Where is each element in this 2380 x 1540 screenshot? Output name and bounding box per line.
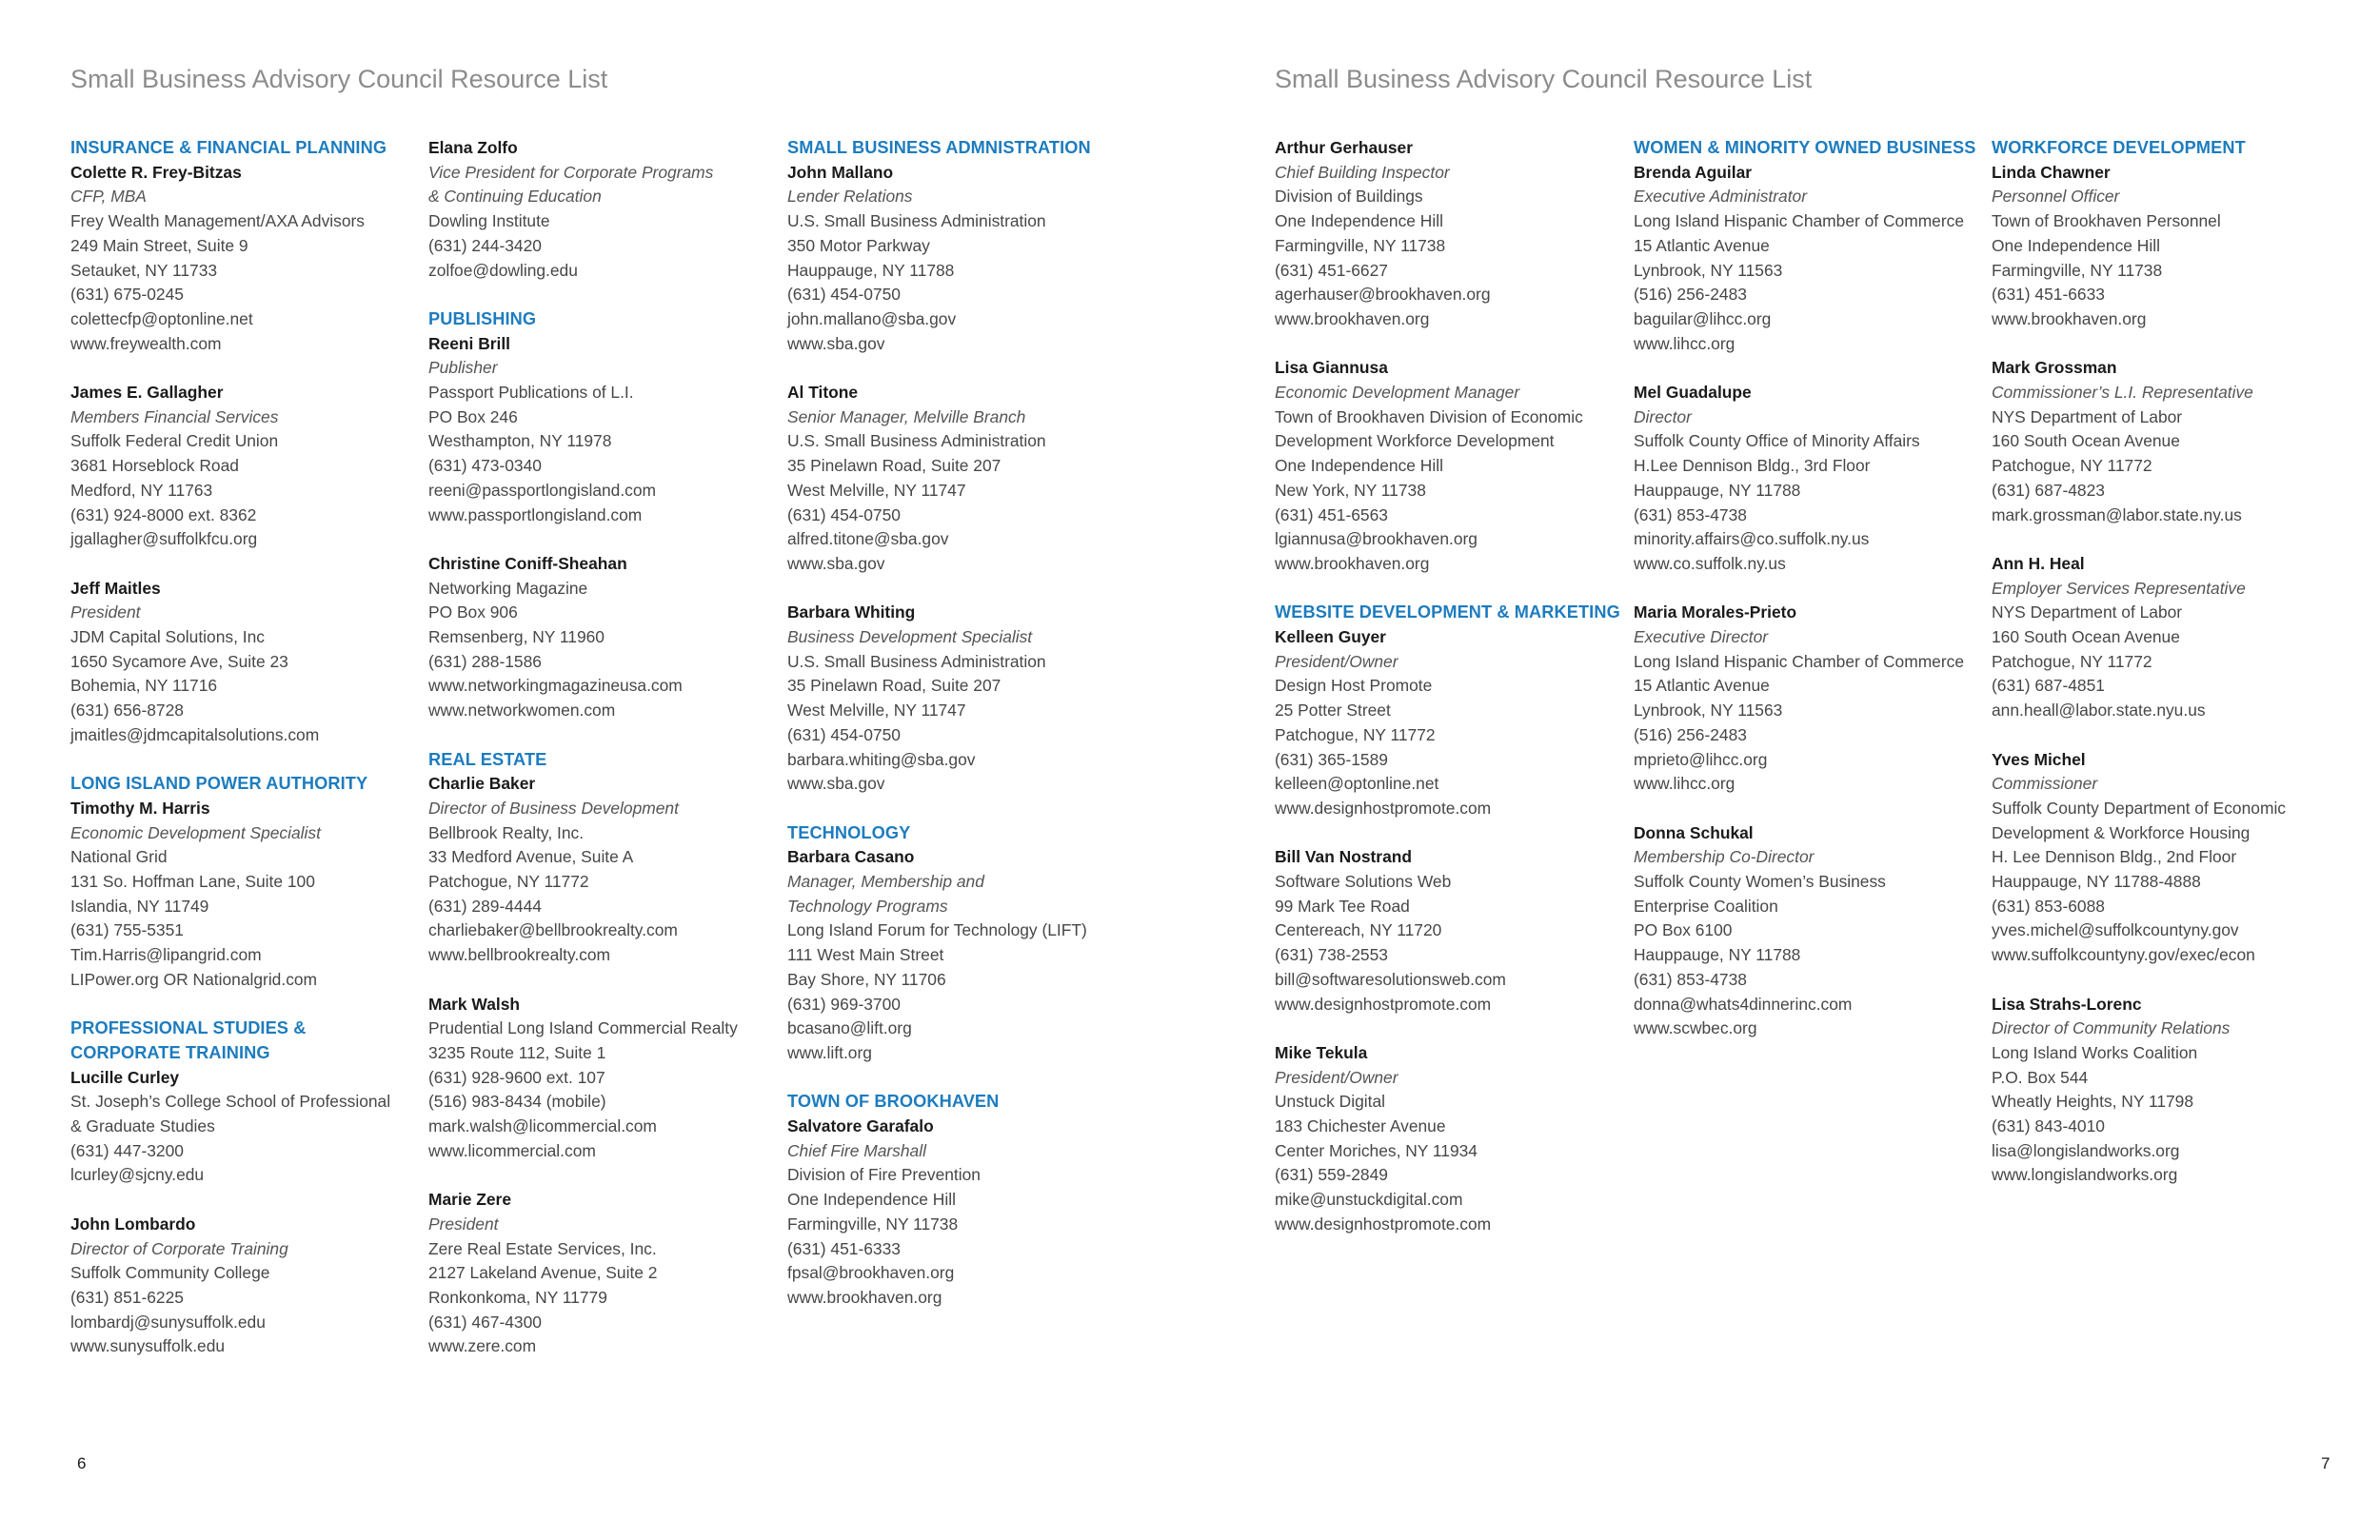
contact-detail: Unstuck Digital bbox=[1275, 1092, 1385, 1112]
contact-title: Executive Administrator bbox=[1634, 187, 1808, 207]
contact-detail: 3681 Horseblock Road bbox=[70, 456, 239, 476]
contact-detail: 111 West Main Street bbox=[787, 945, 944, 965]
contact-detail: (631) 451-6333 bbox=[787, 1238, 901, 1258]
contact-detail: www.sunysuffolk.edu bbox=[70, 1336, 226, 1356]
contact-entry bbox=[1275, 845, 1627, 1017]
contact-detail: 2127 Lakeland Avenue, Suite 2 bbox=[428, 1263, 658, 1283]
contact-detail: Patchogue, NY 11772 bbox=[1275, 724, 1436, 744]
contact-title: Lender Relations bbox=[787, 187, 913, 207]
contact-detail: National Grid bbox=[70, 847, 168, 867]
contact-entry bbox=[428, 136, 781, 283]
left-page-title: Small Business Advisory Council Resource List bbox=[70, 65, 608, 93]
contact-name: Barbara Whiting bbox=[787, 602, 916, 622]
contact-name: Bill Van Nostrand bbox=[1275, 847, 1412, 867]
contact-title: Technology Programs bbox=[787, 896, 948, 916]
contact-detail: www.scwbec.org bbox=[1634, 1018, 1757, 1038]
contact-detail: (631) 853-4738 bbox=[1634, 969, 1747, 989]
contact-name: Donna Schukal bbox=[1634, 822, 1754, 842]
contact-name: Marie Zere bbox=[428, 1190, 511, 1210]
contact-name: Timothy M. Harris bbox=[70, 798, 210, 818]
contact-detail: 99 Mark Tee Road bbox=[1275, 896, 1410, 916]
contact-detail: PO Box 6100 bbox=[1634, 920, 1733, 940]
contact-detail: U.S. Small Business Administration bbox=[787, 431, 1046, 451]
contact-name: Barbara Casano bbox=[787, 847, 915, 867]
contact-entry bbox=[1634, 601, 1986, 797]
contact-detail: (631) 447-3200 bbox=[70, 1140, 184, 1160]
contact-name: Lisa Strahs-Lorenc bbox=[1992, 994, 2142, 1014]
contact-entry bbox=[1275, 356, 1627, 576]
contact-detail: kelleen@optonline.net bbox=[1275, 774, 1439, 794]
contact-detail: NYS Department of Labor bbox=[1992, 406, 2183, 426]
contact-name: Christine Coniff-Sheahan bbox=[428, 553, 627, 573]
contact-title: Manager, Membership and bbox=[787, 872, 984, 892]
contact-detail: One Independence Hill bbox=[1992, 235, 2160, 255]
contact-entry bbox=[70, 381, 423, 552]
contact-detail: lgiannusa@brookhaven.org bbox=[1275, 529, 1478, 549]
contact-entry bbox=[428, 1188, 781, 1359]
contact-detail: www.designhostpromote.com bbox=[1275, 994, 1492, 1014]
contact-detail: (631) 924-8000 ext. 8362 bbox=[70, 504, 257, 524]
contact-entry bbox=[787, 601, 1140, 797]
contact-detail: (631) 289-4444 bbox=[428, 896, 542, 916]
contact-detail: www.licommercial.com bbox=[428, 1140, 596, 1160]
contact-title: Business Development Specialist bbox=[787, 627, 1033, 647]
contact-detail: ann.heall@labor.state.nyu.us bbox=[1992, 701, 2206, 721]
contact-detail: mark.walsh@licommercial.com bbox=[428, 1116, 657, 1136]
contact-detail: (631) 851-6225 bbox=[70, 1287, 184, 1307]
contact-detail: (631) 843-4010 bbox=[1992, 1116, 2105, 1136]
contact-detail: Tim.Harris@lipangrid.com bbox=[70, 945, 262, 965]
contact-detail: (631) 454-0750 bbox=[787, 285, 901, 305]
contact-detail: lcurley@sjcny.edu bbox=[70, 1165, 205, 1185]
contact-title: President/Owner bbox=[1275, 1067, 1398, 1087]
section-heading: LONG ISLAND POWER AUTHORITY bbox=[70, 774, 368, 794]
contact-entry bbox=[1992, 748, 2344, 968]
contact-title: Commissioner bbox=[1992, 774, 2098, 794]
contact-entry bbox=[428, 552, 781, 723]
contact-entry bbox=[1992, 993, 2344, 1189]
contact-detail: 25 Potter Street bbox=[1275, 701, 1391, 721]
contact-title: Commissioner’s L.I. Representative bbox=[1992, 383, 2253, 403]
contact-detail: Design Host Promote bbox=[1275, 676, 1433, 696]
right-page-column-3 bbox=[1992, 136, 2344, 1213]
contact-detail: Frey Wealth Management/AXA Advisors bbox=[70, 211, 365, 231]
contact-detail: Long Island Works Coalition bbox=[1992, 1042, 2198, 1062]
contact-title: Personnel Officer bbox=[1992, 187, 2120, 207]
contact-detail: 15 Atlantic Avenue bbox=[1634, 235, 1770, 255]
contact-detail: (631) 559-2849 bbox=[1275, 1165, 1388, 1185]
contact-name: Brenda Aguilar bbox=[1634, 162, 1753, 182]
contact-detail: www.sba.gov bbox=[787, 553, 885, 573]
contact-detail: www.networkingmagazineusa.com bbox=[428, 676, 683, 696]
contact-detail: (631) 687-4823 bbox=[1992, 480, 2105, 500]
contact-detail: Zere Real Estate Services, Inc. bbox=[428, 1238, 657, 1258]
contact-detail: 160 South Ocean Avenue bbox=[1992, 627, 2180, 647]
contact-detail: www.bellbrookrealty.com bbox=[428, 945, 611, 965]
contact-detail: www.lihcc.org bbox=[1634, 774, 1735, 794]
contact-detail: www.suffolkcountyny.gov/exec/econ bbox=[1992, 945, 2255, 965]
contact-title: Director of Business Development bbox=[428, 798, 679, 818]
contact-detail: Suffolk Federal Credit Union bbox=[70, 431, 279, 451]
contact-title: Publisher bbox=[428, 358, 498, 378]
contact-entry bbox=[428, 332, 781, 528]
contact-detail: 35 Pinelawn Road, Suite 207 bbox=[787, 456, 1002, 476]
contact-entry bbox=[1275, 625, 1627, 821]
contact-detail: Town of Brookhaven Personnel bbox=[1992, 211, 2221, 231]
contact-detail: mprieto@lihcc.org bbox=[1634, 749, 1768, 769]
section-heading: WORKFORCE DEVELOPMENT bbox=[1992, 138, 2246, 157]
contact-detail: Hauppauge, NY 11788 bbox=[1634, 480, 1801, 500]
contact-name: Mark Walsh bbox=[428, 994, 520, 1014]
contact-detail: Suffolk County Women’s Business bbox=[1634, 872, 1886, 892]
contact-detail: www.brookhaven.org bbox=[1275, 553, 1430, 573]
contact-detail: www.brookhaven.org bbox=[1275, 308, 1430, 328]
contact-detail: 350 Motor Parkway bbox=[787, 235, 930, 255]
contact-detail: Prudential Long Island Commercial Realty bbox=[428, 1018, 738, 1038]
contact-entry bbox=[70, 161, 423, 357]
contact-detail: jgallagher@suffolkfcu.org bbox=[70, 529, 258, 549]
contact-name: Mike Tekula bbox=[1275, 1042, 1368, 1062]
contact-detail: fpsal@brookhaven.org bbox=[787, 1263, 955, 1283]
contact-detail: (631) 853-4738 bbox=[1634, 504, 1747, 524]
contact-detail: www.freywealth.com bbox=[70, 333, 222, 353]
contact-detail: Suffolk County Department of Economic bbox=[1992, 798, 2286, 818]
contact-name: Lucille Curley bbox=[70, 1067, 180, 1087]
contact-detail: minority.affairs@co.suffolk.ny.us bbox=[1634, 529, 1870, 549]
contact-detail: Town of Brookhaven Division of Economic bbox=[1275, 406, 1583, 426]
left-page-column-1 bbox=[70, 136, 423, 1384]
contact-detail: baguilar@lihcc.org bbox=[1634, 308, 1772, 328]
contact-entry bbox=[70, 577, 423, 748]
contact-detail: Development & Workforce Housing bbox=[1992, 822, 2251, 842]
contact-detail: Bay Shore, NY 11706 bbox=[787, 969, 946, 989]
contact-detail: LIPower.org OR Nationalgrid.com bbox=[70, 969, 318, 989]
section-heading: TECHNOLOGY bbox=[787, 822, 911, 842]
contact-detail: Enterprise Coalition bbox=[1634, 896, 1778, 916]
contact-name: Ann H. Heal bbox=[1992, 553, 2085, 573]
contact-detail: lombardj@sunysuffolk.edu bbox=[70, 1312, 266, 1332]
contact-detail: One Independence Hill bbox=[1275, 456, 1443, 476]
contact-detail: (631) 454-0750 bbox=[787, 724, 901, 744]
contact-entry bbox=[1992, 356, 2344, 527]
contact-detail: (631) 244-3420 bbox=[428, 235, 542, 255]
contact-detail: One Independence Hill bbox=[1275, 211, 1443, 231]
contact-name: Mel Guadalupe bbox=[1634, 383, 1752, 403]
contact-detail: www.brookhaven.org bbox=[1992, 308, 2147, 328]
contact-detail: charliebaker@bellbrookrealty.com bbox=[428, 920, 678, 940]
contact-detail: New York, NY 11738 bbox=[1275, 480, 1426, 500]
contact-detail: Remsenberg, NY 11960 bbox=[428, 627, 605, 647]
contact-detail: Hauppauge, NY 11788-4888 bbox=[1992, 872, 2201, 892]
contact-detail: www.networkwomen.com bbox=[428, 701, 616, 721]
contact-detail: bill@softwaresolutionsweb.com bbox=[1275, 969, 1506, 989]
contact-detail: Development Workforce Development bbox=[1275, 431, 1555, 451]
right-page-number: 7 bbox=[2321, 1454, 2330, 1472]
contact-detail: (516) 256-2483 bbox=[1634, 724, 1747, 744]
contact-detail: (631) 969-3700 bbox=[787, 994, 901, 1014]
contact-detail: www.sba.gov bbox=[787, 333, 885, 353]
contact-name: Al Titone bbox=[787, 383, 859, 403]
contact-detail: Lynbrook, NY 11563 bbox=[1634, 701, 1783, 721]
contact-entry bbox=[787, 161, 1140, 357]
contact-title: President/Owner bbox=[1275, 651, 1398, 671]
contact-detail: U.S. Small Business Administration bbox=[787, 211, 1046, 231]
contact-entry bbox=[428, 993, 781, 1164]
contact-detail: & Graduate Studies bbox=[70, 1116, 215, 1136]
contact-detail: Hauppauge, NY 11788 bbox=[1634, 945, 1801, 965]
contact-detail: www.lift.org bbox=[787, 1042, 872, 1062]
contact-detail: yves.michel@suffolkcountyny.gov bbox=[1992, 920, 2239, 940]
contact-detail: Patchogue, NY 11772 bbox=[1992, 651, 2152, 671]
contact-detail: Farmingville, NY 11738 bbox=[1275, 235, 1446, 255]
contact-name: Kelleen Guyer bbox=[1275, 627, 1386, 647]
contact-detail: Farmingville, NY 11738 bbox=[1992, 260, 2163, 280]
contact-detail: www.zere.com bbox=[428, 1336, 537, 1356]
contact-detail: jmaitles@jdmcapitalsolutions.com bbox=[70, 724, 320, 744]
contact-detail: (631) 451-6627 bbox=[1275, 260, 1388, 280]
contact-detail: Long Island Hispanic Chamber of Commerce bbox=[1634, 651, 1965, 671]
contact-detail: 33 Medford Avenue, Suite A bbox=[428, 847, 634, 867]
contact-entry bbox=[1275, 136, 1627, 332]
contact-name: John Lombardo bbox=[70, 1214, 196, 1234]
contact-entry bbox=[787, 845, 1140, 1065]
contact-detail: 1650 Sycamore Ave, Suite 23 bbox=[70, 651, 288, 671]
contact-name: Maria Morales-Prieto bbox=[1634, 602, 1797, 622]
contact-detail: Hauppauge, NY 11788 bbox=[787, 260, 955, 280]
contact-entry bbox=[70, 1213, 423, 1359]
contact-detail: zolfoe@dowling.edu bbox=[428, 260, 578, 280]
contact-detail: (631) 451-6633 bbox=[1992, 285, 2105, 305]
contact-title: Director bbox=[1634, 406, 1692, 426]
contact-detail: 249 Main Street, Suite 9 bbox=[70, 235, 248, 255]
contact-detail: (631) 755-5351 bbox=[70, 920, 184, 940]
contact-detail: (516) 256-2483 bbox=[1634, 285, 1747, 305]
contact-title: & Continuing Education bbox=[428, 187, 602, 207]
contact-detail: 183 Chichester Avenue bbox=[1275, 1116, 1446, 1136]
contact-detail: (631) 675-0245 bbox=[70, 285, 184, 305]
contact-detail: Patchogue, NY 11772 bbox=[1992, 456, 2152, 476]
section-heading: INSURANCE & FINANCIAL PLANNING bbox=[70, 138, 387, 157]
contact-detail: Medford, NY 11763 bbox=[70, 480, 213, 500]
contact-entry bbox=[1992, 161, 2344, 332]
contact-detail: john.mallano@sba.gov bbox=[787, 308, 957, 328]
contact-detail: (631) 467-4300 bbox=[428, 1312, 542, 1332]
contact-detail: Suffolk Community College bbox=[70, 1263, 270, 1283]
contact-detail: barbara.whiting@sba.gov bbox=[787, 749, 976, 769]
contact-title: Director of Community Relations bbox=[1992, 1018, 2231, 1038]
contact-name: Elana Zolfo bbox=[428, 138, 518, 157]
contact-name: John Mallano bbox=[787, 162, 894, 182]
contact-detail: Long Island Forum for Technology (LIFT) bbox=[787, 920, 1087, 940]
contact-detail: www.brookhaven.org bbox=[787, 1287, 942, 1307]
contact-detail: Wheatly Heights, NY 11798 bbox=[1992, 1092, 2194, 1112]
contact-title: CFP, MBA bbox=[70, 187, 147, 207]
contact-title: Economic Development Specialist bbox=[70, 822, 321, 842]
contact-detail: 15 Atlantic Avenue bbox=[1634, 676, 1770, 696]
contact-detail: Passport Publications of L.I. bbox=[428, 383, 634, 403]
contact-detail: Division of Fire Prevention bbox=[787, 1165, 981, 1185]
contact-name: Salvatore Garafalo bbox=[787, 1116, 934, 1136]
contact-name: Yves Michel bbox=[1992, 749, 2086, 769]
contact-detail: Lynbrook, NY 11563 bbox=[1634, 260, 1783, 280]
contact-title: Members Financial Services bbox=[70, 406, 279, 426]
contact-detail: Long Island Hispanic Chamber of Commerce bbox=[1634, 211, 1965, 231]
contact-detail: (631) 365-1589 bbox=[1275, 749, 1388, 769]
contact-detail: Suffolk County Office of Minority Affairs bbox=[1634, 431, 1920, 451]
contact-detail: (631) 288-1586 bbox=[428, 651, 542, 671]
contact-detail: PO Box 906 bbox=[428, 602, 518, 622]
contact-detail: (631) 451-6563 bbox=[1275, 504, 1388, 524]
contact-detail: Software Solutions Web bbox=[1275, 872, 1452, 892]
contact-detail: (631) 738-2553 bbox=[1275, 945, 1388, 965]
contact-entry bbox=[1634, 161, 1986, 357]
contact-detail: www.co.suffolk.ny.us bbox=[1634, 553, 1786, 573]
contact-detail: St. Joseph’s College School of Professional bbox=[70, 1092, 391, 1112]
contact-title: Senior Manager, Melville Branch bbox=[787, 406, 1026, 426]
section-heading: REAL ESTATE bbox=[428, 749, 547, 769]
contact-detail: Networking Magazine bbox=[428, 578, 588, 598]
contact-detail: www.longislandworks.org bbox=[1992, 1165, 2178, 1185]
contact-detail: Bellbrook Realty, Inc. bbox=[428, 822, 585, 842]
contact-detail: 131 So. Hoffman Lane, Suite 100 bbox=[70, 872, 315, 892]
contact-name: Arthur Gerhauser bbox=[1275, 138, 1413, 157]
section-heading: WOMEN & MINORITY OWNED BUSINESS bbox=[1634, 138, 1976, 157]
contact-detail: donna@whats4dinnerinc.com bbox=[1634, 994, 1853, 1014]
contact-detail: lisa@longislandworks.org bbox=[1992, 1140, 2180, 1160]
contact-name: Reeni Brill bbox=[428, 333, 511, 353]
contact-entry bbox=[787, 381, 1140, 577]
contact-detail: (631) 687-4851 bbox=[1992, 676, 2105, 696]
contact-detail: www.designhostpromote.com bbox=[1275, 798, 1492, 818]
contact-detail: alfred.titone@sba.gov bbox=[787, 529, 949, 549]
contact-detail: PO Box 246 bbox=[428, 406, 518, 426]
contact-detail: colettecfp@optonline.net bbox=[70, 308, 253, 328]
contact-detail: (631) 656-8728 bbox=[70, 701, 184, 721]
contact-detail: agerhauser@brookhaven.org bbox=[1275, 285, 1491, 305]
contact-detail: Setauket, NY 11733 bbox=[70, 260, 218, 280]
contact-title: President bbox=[428, 1214, 499, 1234]
contact-title: President bbox=[70, 602, 141, 622]
contact-detail: (631) 473-0340 bbox=[428, 456, 542, 476]
contact-detail: bcasano@lift.org bbox=[787, 1018, 912, 1038]
section-heading: PUBLISHING bbox=[428, 308, 537, 328]
contact-detail: 3235 Route 112, Suite 1 bbox=[428, 1042, 606, 1062]
contact-name: Colette R. Frey-Bitzas bbox=[70, 162, 242, 182]
contact-detail: West Melville, NY 11747 bbox=[787, 701, 966, 721]
contact-title: Employer Services Representative bbox=[1992, 578, 2246, 598]
contact-detail: (631) 853-6088 bbox=[1992, 896, 2105, 916]
contact-entry bbox=[70, 1066, 423, 1189]
contact-detail: Islandia, NY 11749 bbox=[70, 896, 209, 916]
contact-detail: Centereach, NY 11720 bbox=[1275, 920, 1442, 940]
contact-title: Executive Director bbox=[1634, 627, 1769, 647]
section-heading: TOWN OF BROOKHAVEN bbox=[787, 1092, 1000, 1112]
contact-name: Jeff Maitles bbox=[70, 578, 161, 598]
contact-detail: Division of Buildings bbox=[1275, 187, 1423, 207]
contact-entry bbox=[428, 772, 781, 968]
contact-detail: JDM Capital Solutions, Inc bbox=[70, 627, 265, 647]
contact-detail: Ronkonkoma, NY 11779 bbox=[428, 1287, 607, 1307]
contact-detail: Bohemia, NY 11716 bbox=[70, 676, 218, 696]
section-heading: CORPORATE TRAINING bbox=[70, 1042, 270, 1062]
contact-detail: One Independence Hill bbox=[787, 1190, 956, 1210]
contact-detail: reeni@passportlongisland.com bbox=[428, 480, 657, 500]
contact-name: Linda Chawner bbox=[1992, 162, 2111, 182]
right-page-title: Small Business Advisory Council Resource List bbox=[1275, 65, 1813, 93]
contact-name: Lisa Giannusa bbox=[1275, 358, 1388, 378]
contact-detail: www.designhostpromote.com bbox=[1275, 1214, 1492, 1234]
contact-detail: H. Lee Dennison Bldg., 2nd Floor bbox=[1992, 847, 2237, 867]
contact-detail: NYS Department of Labor bbox=[1992, 602, 2183, 622]
contact-detail: Farmingville, NY 11738 bbox=[787, 1214, 959, 1234]
contact-detail: (516) 983-8434 (mobile) bbox=[428, 1092, 606, 1112]
contact-detail: (631) 454-0750 bbox=[787, 504, 901, 524]
section-heading: SMALL BUSINESS ADMNISTRATION bbox=[787, 138, 1091, 157]
contact-detail: mike@unstuckdigital.com bbox=[1275, 1190, 1463, 1210]
contact-detail: P.O. Box 544 bbox=[1992, 1067, 2089, 1087]
section-heading: PROFESSIONAL STUDIES & bbox=[70, 1018, 307, 1038]
contact-title: Vice President for Corporate Programs bbox=[428, 162, 714, 182]
contact-title: Director of Corporate Training bbox=[70, 1238, 288, 1258]
contact-entry bbox=[1992, 552, 2344, 723]
contact-title: Chief Building Inspector bbox=[1275, 162, 1450, 182]
contact-entry bbox=[1275, 1041, 1627, 1237]
left-page-column-3 bbox=[787, 136, 1140, 1334]
contact-title: Economic Development Manager bbox=[1275, 383, 1520, 403]
contact-detail: H.Lee Dennison Bldg., 3rd Floor bbox=[1634, 456, 1871, 476]
contact-detail: 35 Pinelawn Road, Suite 207 bbox=[787, 676, 1002, 696]
contact-detail: www.sba.gov bbox=[787, 774, 885, 794]
contact-detail: Westhampton, NY 11978 bbox=[428, 431, 612, 451]
contact-name: Charlie Baker bbox=[428, 774, 536, 794]
contact-detail: www.lihcc.org bbox=[1634, 333, 1735, 353]
contact-entry bbox=[787, 1115, 1140, 1311]
contact-detail: www.passportlongisland.com bbox=[428, 504, 643, 524]
contact-title: Chief Fire Marshall bbox=[787, 1140, 926, 1160]
contact-detail: Center Moriches, NY 11934 bbox=[1275, 1140, 1478, 1160]
contact-title: Membership Co-Director bbox=[1634, 847, 1815, 867]
contact-detail: U.S. Small Business Administration bbox=[787, 651, 1046, 671]
contact-entry bbox=[1634, 381, 1986, 577]
section-heading: WEBSITE DEVELOPMENT & MARKETING bbox=[1275, 602, 1620, 622]
left-page-number: 6 bbox=[77, 1454, 87, 1472]
contact-detail: mark.grossman@labor.state.ny.us bbox=[1992, 504, 2242, 524]
right-page-column-1 bbox=[1275, 136, 1627, 1261]
contact-detail: West Melville, NY 11747 bbox=[787, 480, 966, 500]
right-page-column-2 bbox=[1634, 136, 1986, 1066]
contact-entry bbox=[70, 797, 423, 993]
left-page-column-2 bbox=[428, 136, 781, 1384]
contact-name: Mark Grossman bbox=[1992, 358, 2117, 378]
contact-detail: 160 South Ocean Avenue bbox=[1992, 431, 2180, 451]
contact-detail: Dowling Institute bbox=[428, 211, 550, 231]
contact-entry bbox=[1634, 821, 1986, 1041]
contact-detail: Patchogue, NY 11772 bbox=[428, 872, 589, 892]
contact-detail: (631) 928-9600 ext. 107 bbox=[428, 1067, 605, 1087]
contact-name: James E. Gallagher bbox=[70, 383, 224, 403]
